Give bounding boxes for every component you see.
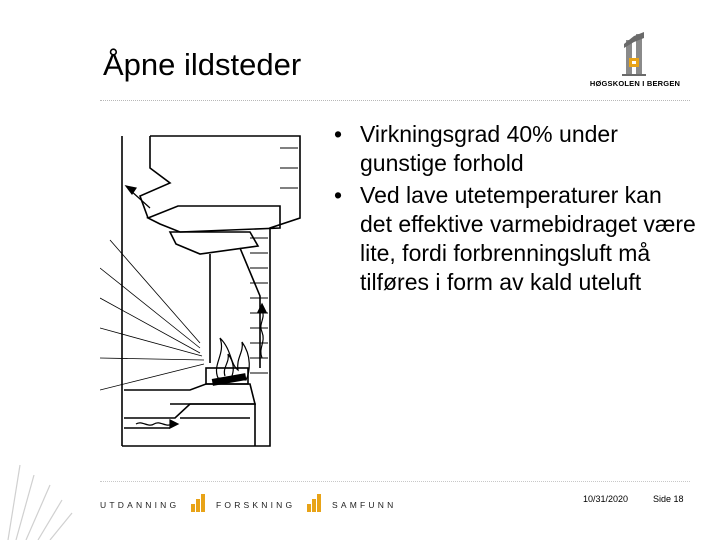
bullet-item	[330, 181, 700, 297]
slide-title: Åpne ildsteder	[103, 47, 302, 82]
bullet-text: Virkningsgrad 40% under gunstige forhold	[360, 121, 618, 176]
bullet-item	[330, 120, 700, 178]
footer-divider	[100, 481, 690, 482]
slide-number: Side 18	[653, 494, 684, 504]
tagline-society: SAMFUNN	[332, 500, 397, 510]
bars-icon	[306, 494, 322, 512]
bullet-list	[330, 120, 700, 300]
tagline-education: UTDANNING	[100, 500, 180, 510]
bullet-marker: •	[334, 121, 343, 147]
bullet-marker: •	[334, 182, 343, 208]
title-divider	[100, 100, 690, 101]
footer-tagline	[100, 494, 420, 516]
bars-icon	[190, 494, 206, 512]
bullet-text: Ved lave utetemperaturer kan det effektive varmebidraget være lite, fordi forbrenningsluft må tilføres i form av kald uteluft	[360, 182, 696, 295]
school-logo	[580, 30, 690, 95]
decorative-lines	[0, 455, 80, 540]
school-name: HØGSKOLEN I BERGEN	[589, 79, 681, 88]
tagline-research: FORSKNING	[216, 500, 296, 510]
fireplace-illustration	[100, 128, 320, 458]
building-logo-icon	[580, 30, 690, 78]
slide-date: 10/31/2020	[583, 494, 629, 504]
